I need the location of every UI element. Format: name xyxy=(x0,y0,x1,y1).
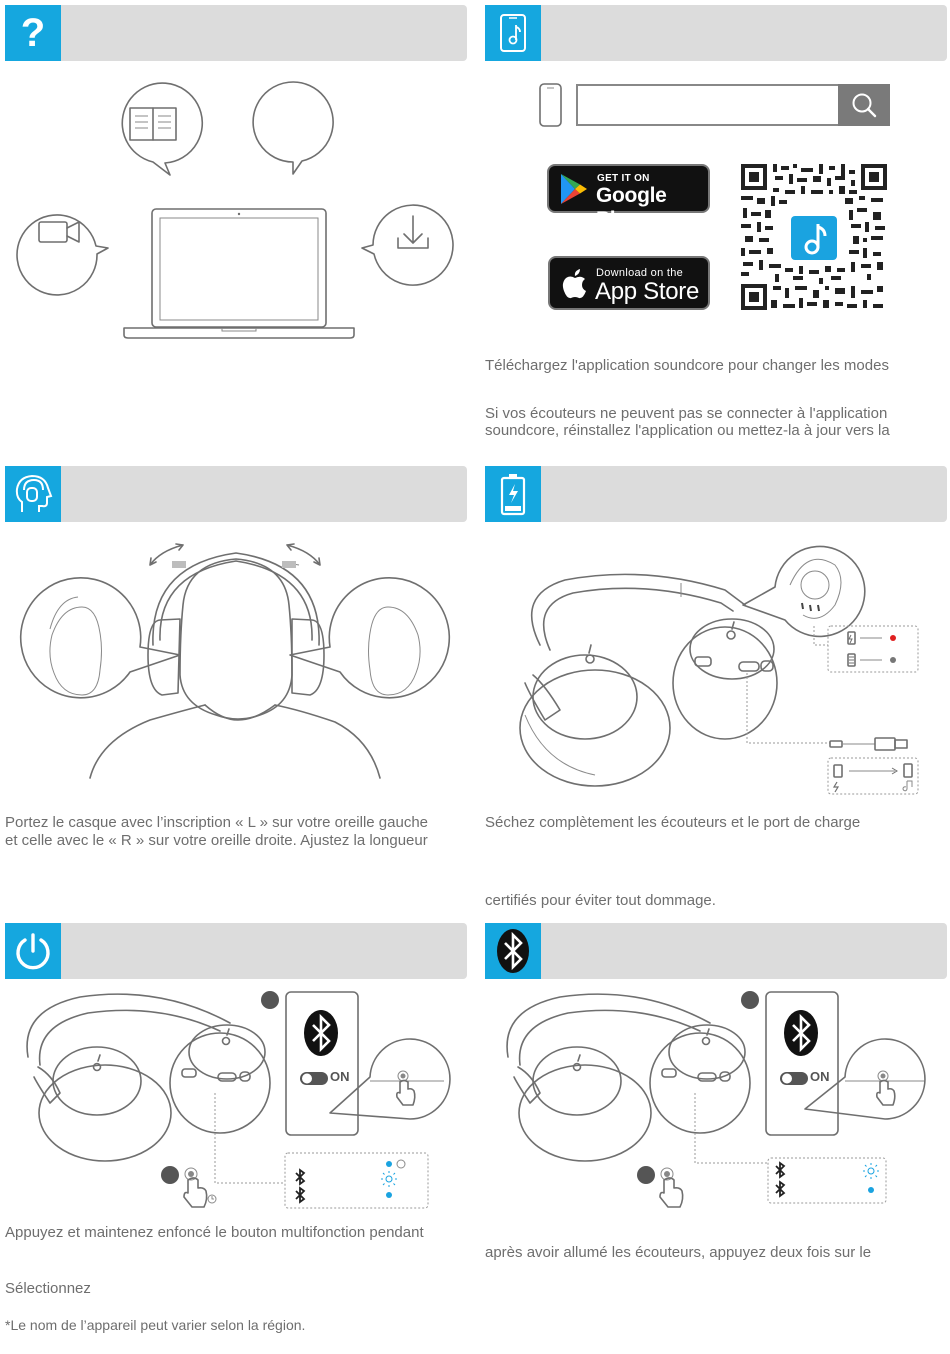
download-bubble xyxy=(362,205,453,285)
app-qr-code[interactable] xyxy=(735,156,891,316)
bluetooth-large-icon xyxy=(784,1010,818,1056)
video-camera-icon xyxy=(39,222,79,242)
app-header-bar xyxy=(485,5,947,61)
search-icon xyxy=(850,91,878,119)
app-reinstall-text-line1: Si vos écouteurs ne peuvent pas se connecter à l'application xyxy=(485,405,888,422)
laptop-icon xyxy=(124,209,354,338)
led-blinking-indicator xyxy=(863,1163,879,1179)
step-1-marker xyxy=(637,1166,655,1184)
charge-illustration xyxy=(485,525,945,805)
app-search-input[interactable] xyxy=(576,84,840,126)
clock-icon xyxy=(208,1195,216,1203)
app-search-button[interactable] xyxy=(838,84,890,126)
empty-bubble xyxy=(253,82,333,174)
wear-illustration xyxy=(0,535,470,785)
wear-header-bar xyxy=(5,466,467,522)
pair-on-label: ON xyxy=(810,1069,830,1084)
bluetooth-icon xyxy=(485,923,541,979)
step-1-marker xyxy=(161,1166,179,1184)
question-mark-icon: ? xyxy=(5,5,61,61)
wear-text-line2: et celle avec le « R » sur votre oreille droite. Ajustez la longueur xyxy=(5,832,428,849)
usb-cable-icon xyxy=(830,738,907,750)
app-reinstall-text-line2: soundcore, réinstallez l'application ou mettez-la à jour vers la xyxy=(485,422,890,439)
pair-illustration xyxy=(500,985,940,1215)
apple-logo-icon xyxy=(561,268,589,300)
phone-outline-icon xyxy=(540,84,561,126)
help-illustration xyxy=(0,70,470,350)
google-badge-small-text: GET IT ON xyxy=(597,173,650,184)
led-red-indicator xyxy=(890,635,896,641)
power-text-line1: Appuyez et maintenez enfoncé le bouton multifonction pendant xyxy=(5,1224,424,1241)
bluetooth-small-icon xyxy=(296,1188,304,1202)
bluetooth-small-icon xyxy=(776,1182,784,1196)
power-header-bar xyxy=(5,923,467,979)
google-badge-large-text: Google Play xyxy=(596,184,667,231)
apple-badge-small-text: Download on the xyxy=(596,267,684,279)
step-2-marker xyxy=(261,991,279,1009)
app-download-text: Téléchargez l'application soundcore pour changer les modes xyxy=(485,357,889,374)
phone-app-icon xyxy=(485,5,541,61)
power-on-label: ON xyxy=(330,1069,350,1084)
power-illustration xyxy=(20,985,460,1215)
battery-full-icon xyxy=(848,654,855,666)
wear-text-line1: Portez le casque avec l’inscription « L » sur votre oreille gauche xyxy=(5,814,429,831)
manual-book-icon xyxy=(130,108,176,140)
power-icon xyxy=(5,923,61,979)
manual-bubble xyxy=(122,83,202,175)
google-play-badge[interactable] xyxy=(547,164,710,231)
pair-text-line1: après avoir allumé les écouteurs, appuyez deux fois sur le xyxy=(485,1244,872,1261)
google-play-icon xyxy=(559,173,589,205)
help-header-bar xyxy=(5,5,467,61)
pair-header-bar xyxy=(485,923,947,979)
device-name-footnote: *Le nom de l’appareil peut varier selon la région. xyxy=(5,1317,306,1333)
charge-header-bar xyxy=(485,466,947,522)
bluetooth-large-icon xyxy=(304,1010,338,1056)
app-store-badge[interactable] xyxy=(548,256,710,310)
apple-badge-large-text: App Store xyxy=(595,278,700,305)
battery-low-icon xyxy=(848,632,855,644)
video-bubble xyxy=(17,215,108,295)
bluetooth-small-icon xyxy=(296,1170,304,1184)
power-text-line2: Sélectionnez xyxy=(5,1280,91,1297)
bluetooth-small-icon xyxy=(776,1163,784,1177)
charge-text-line2: certifiés pour éviter tout dommage. xyxy=(485,892,716,909)
charge-text-line1: Séchez complètement les écouteurs et le port de charge xyxy=(485,814,861,831)
download-icon xyxy=(398,216,428,248)
led-blinking-indicator xyxy=(381,1171,397,1187)
battery-charging-icon xyxy=(485,466,541,522)
clock-icon xyxy=(397,1160,405,1168)
led-off-indicator xyxy=(890,657,896,663)
step-2-marker xyxy=(741,991,759,1009)
head-headphones-icon xyxy=(5,466,61,522)
